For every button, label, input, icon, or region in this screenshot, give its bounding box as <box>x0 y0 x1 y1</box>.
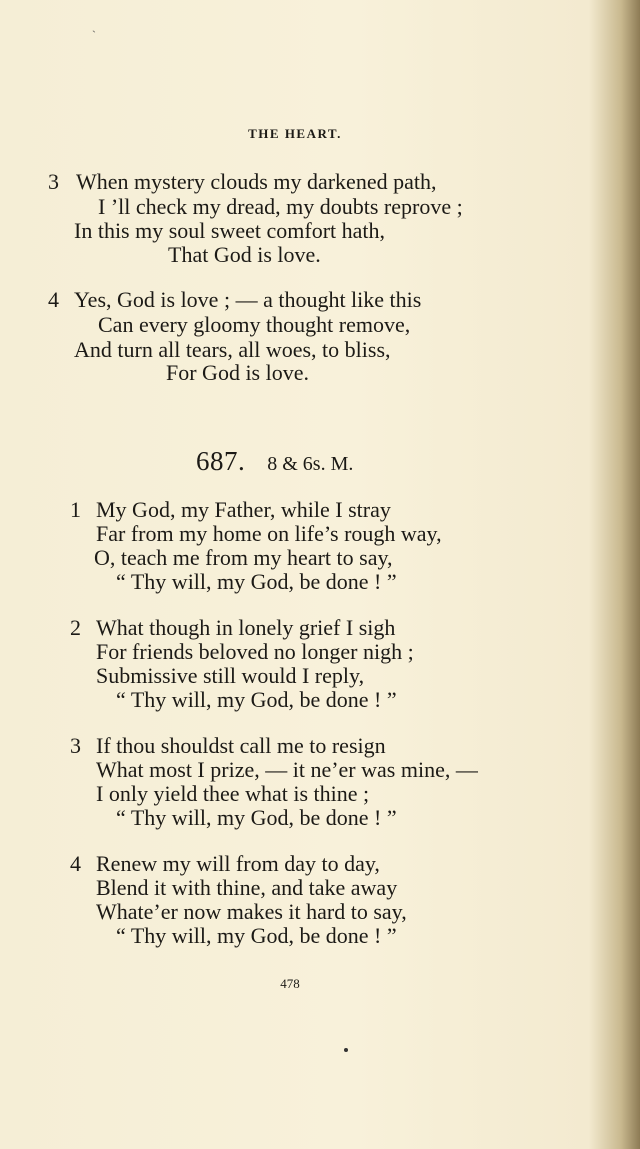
verse-line: Whate’er now makes it hard to say, <box>96 899 407 924</box>
stanza-number: 3 <box>70 733 81 758</box>
stanza-number: 4 <box>48 287 59 312</box>
verse-line: “ Thy will, my God, be done ! ” <box>116 569 397 594</box>
verse-line: Far from my home on life’s rough way, <box>96 521 442 546</box>
stanza-number: 2 <box>70 615 81 640</box>
verse-line: I ’ll check my dread, my doubts reprove ; <box>98 194 463 219</box>
verse-line: When mystery clouds my darkened path, <box>76 169 437 194</box>
verse-line: I only yield thee what is thine ; <box>96 781 370 806</box>
verse-line: What most I prize, — it ne’er was mine, — <box>96 757 478 782</box>
verse-line: “ Thy will, my God, be done ! ” <box>116 805 397 830</box>
hymn-meter: 8 & 6s. M. <box>267 453 354 475</box>
margin-mark: ` <box>92 28 96 42</box>
ink-speck <box>344 1048 348 1052</box>
verse-line: That God is love. <box>168 242 321 267</box>
verse-line: What though in lonely grief I sigh <box>96 615 396 640</box>
stanza-number: 1 <box>70 497 81 522</box>
verse-line: Can every gloomy thought remove, <box>98 312 411 337</box>
verse-line: “ Thy will, my God, be done ! ” <box>116 923 397 948</box>
running-head: THE HEART. <box>248 126 342 141</box>
verse-line: Yes, God is love ; — a thought like this <box>74 287 422 312</box>
stanza-number: 4 <box>70 851 81 876</box>
verse-line: For friends beloved no longer nigh ; <box>96 639 414 664</box>
verse-line: “ Thy will, my God, be done ! ” <box>116 687 397 712</box>
verse-line: My God, my Father, while I stray <box>96 497 391 522</box>
verse-line: O, teach me from my heart to say, <box>94 545 393 570</box>
verse-line: And turn all tears, all woes, to bliss, <box>74 337 391 362</box>
verse-line: Blend it with thine, and take away <box>96 875 398 900</box>
verse-line: Submissive still would I reply, <box>96 663 365 688</box>
verse-line: In this my soul sweet comfort hath, <box>74 218 386 243</box>
page-number: 478 <box>280 976 300 991</box>
verse-line: Renew my will from day to day, <box>96 851 380 876</box>
hymn-number: 687. <box>196 446 246 476</box>
hymn-heading <box>196 446 353 477</box>
verse-line: If thou shouldst call me to resign <box>96 733 386 758</box>
verse-line: For God is love. <box>166 360 309 385</box>
stanza-number: 3 <box>48 169 59 194</box>
